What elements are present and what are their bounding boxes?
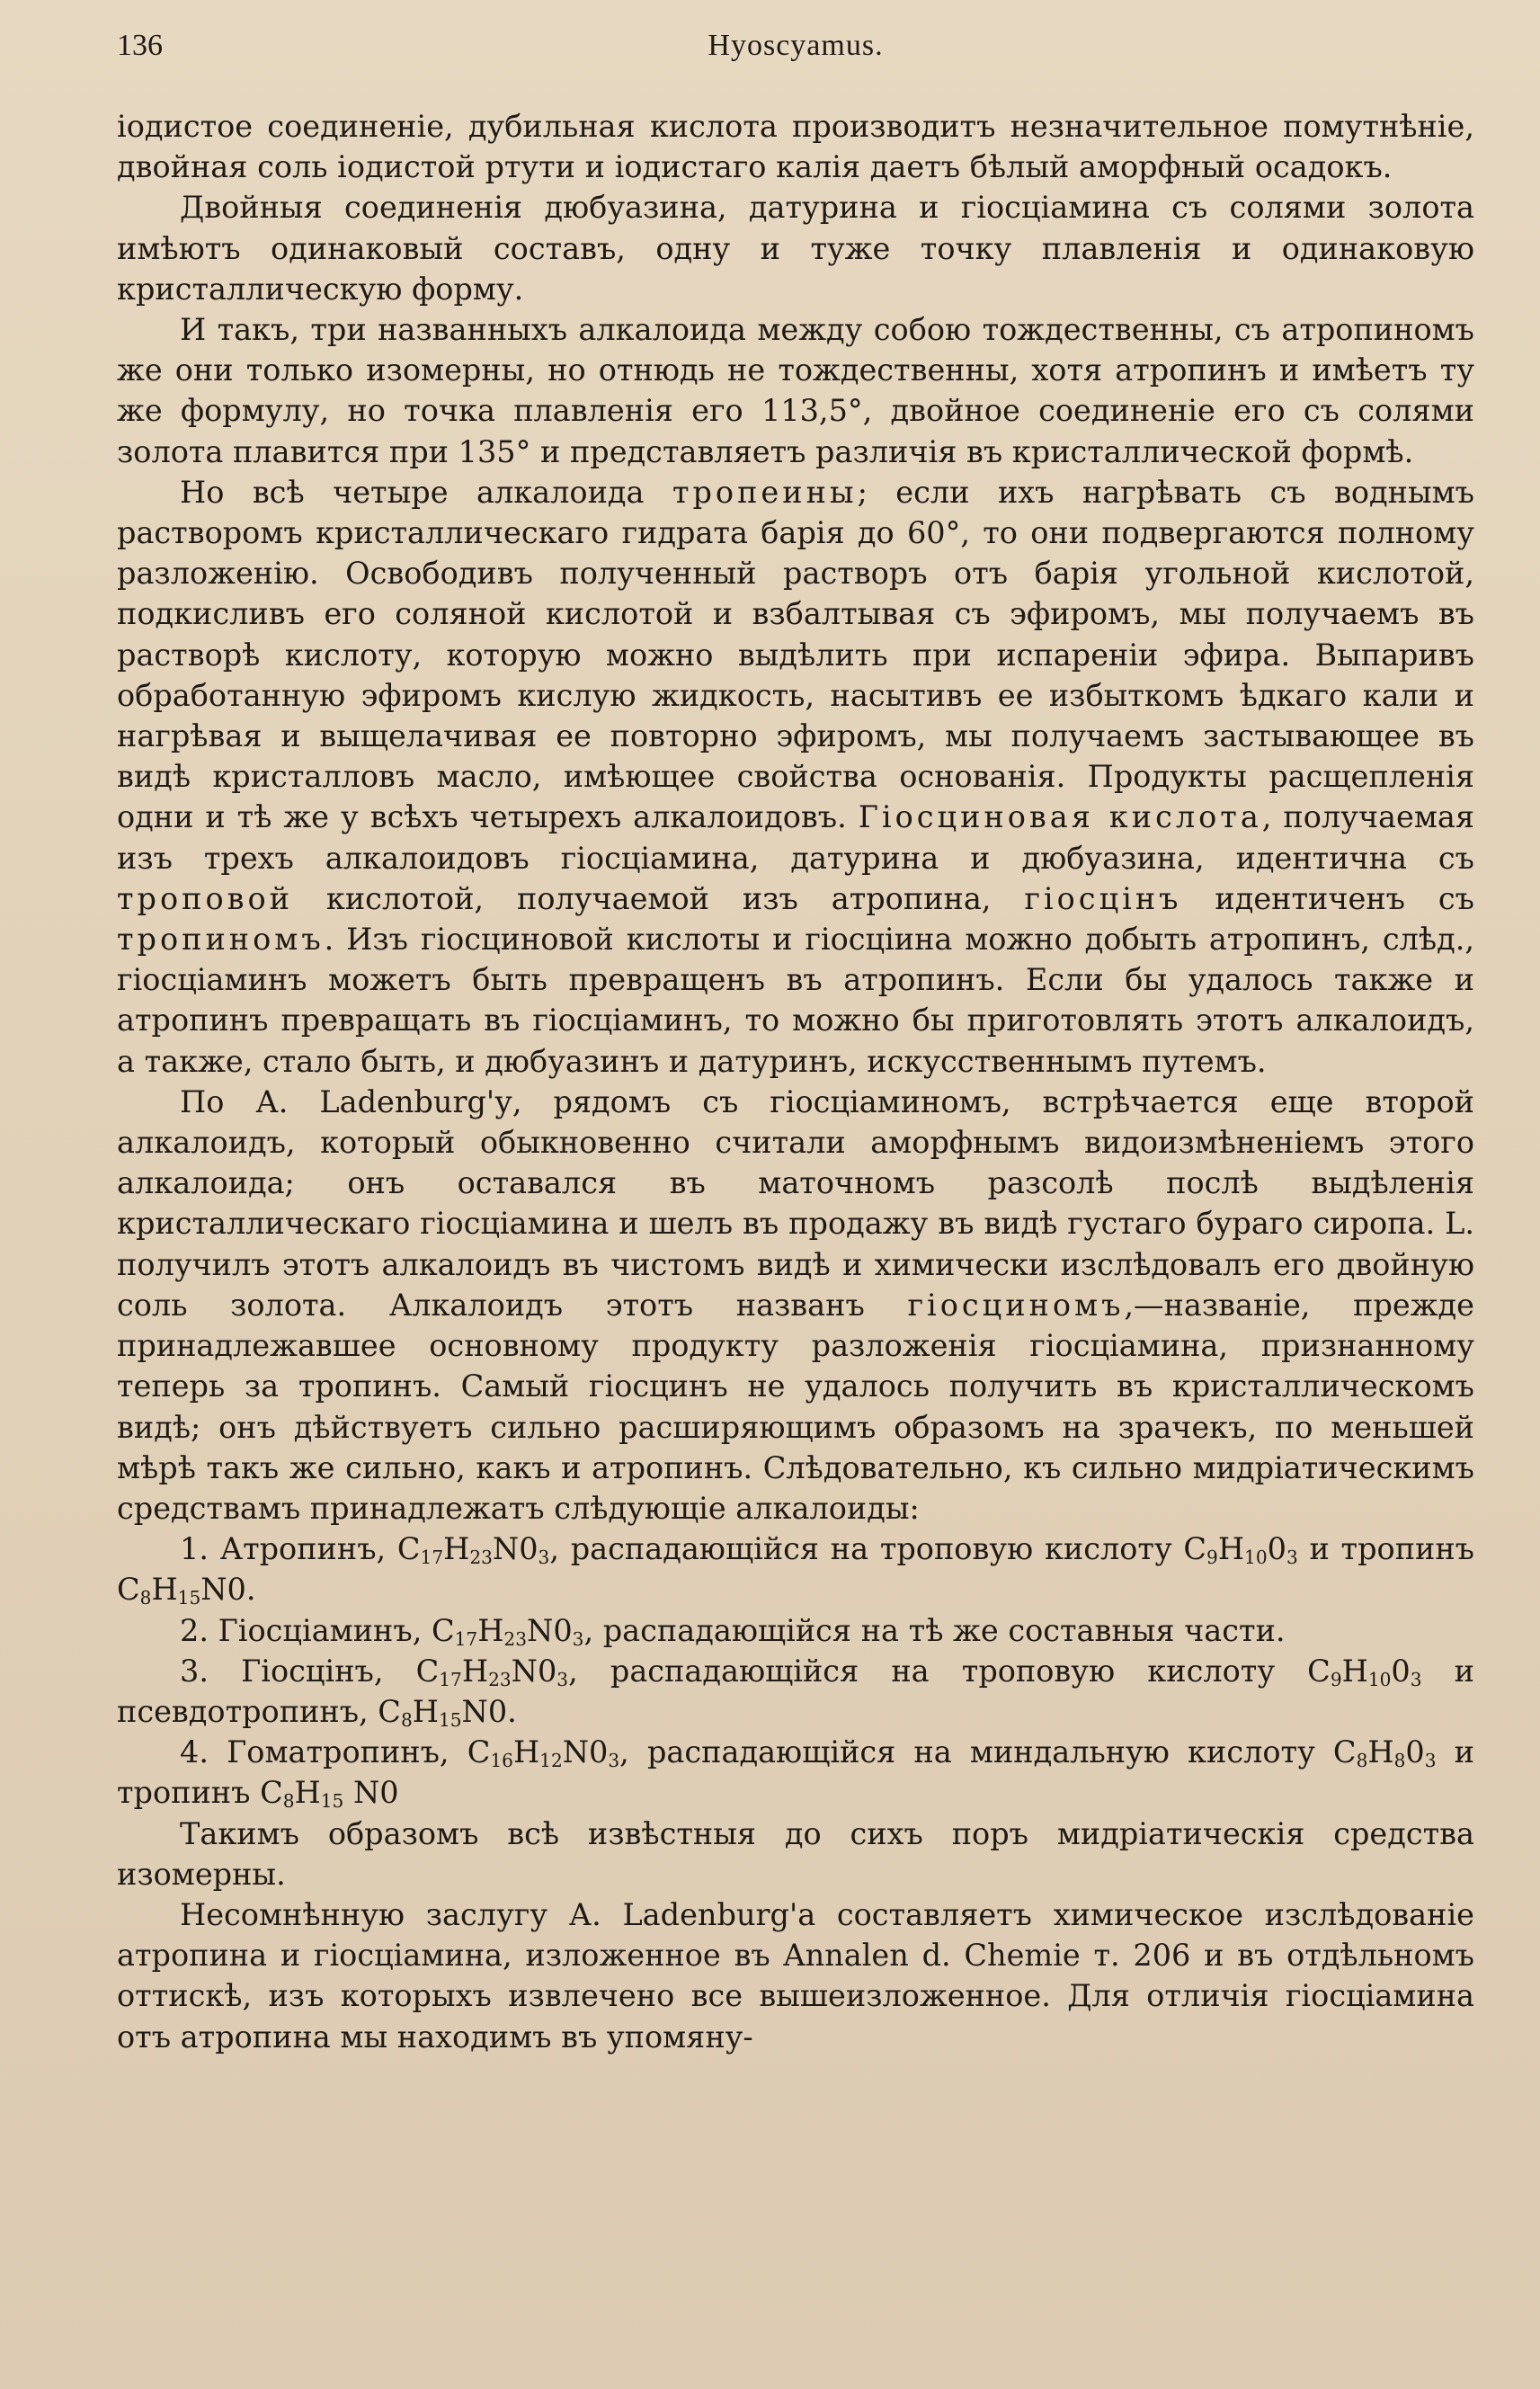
- page-number: 136: [117, 29, 163, 62]
- subscript: 16: [490, 1750, 513, 1772]
- subscript: 3: [1424, 1750, 1437, 1772]
- spaced-term: троповой: [117, 880, 293, 916]
- paragraph: И такъ, три названныхъ алкалоида между собою тождественны, съ атропиномъ же они только изомерны, но отнюдь не тождественны, хотя атропинъ и имѣетъ ту же формулу, но точка плавленія его 113,5°, двойное соединеніе его съ солями золота плавится при 135° и представляетъ различія въ кристаллической формѣ.: [117, 312, 1474, 469]
- list-item-homatropine: [117, 1732, 1474, 1813]
- text-run: H: [1217, 1531, 1245, 1567]
- text-run: N0: [343, 1775, 399, 1811]
- list-item-hyoscine: [117, 1651, 1474, 1732]
- subscript: 3: [572, 1627, 584, 1650]
- subscript: 15: [438, 1708, 462, 1731]
- text-run: 1. Атропинъ, C: [180, 1531, 421, 1567]
- body-text: [117, 106, 1474, 2057]
- subscript: 9: [1206, 1547, 1218, 1569]
- subscript: 3: [556, 1668, 569, 1690]
- text-run: 3. Гіосцінъ, C: [180, 1653, 440, 1689]
- subscript: 15: [177, 1587, 201, 1609]
- text-run: 0: [1405, 1734, 1425, 1770]
- subscript: 23: [488, 1668, 512, 1690]
- text-run: 0: [1391, 1653, 1411, 1689]
- subscript: 17: [439, 1668, 462, 1690]
- spaced-term: тропиномъ: [117, 922, 325, 958]
- text-run: По А. Ladenburg'у, рядомъ съ гіосціаминомъ, встрѣчается еще второй алкалоидъ, который обыкновенно считали аморфнымъ видоизмѣненіемъ этого алкалоида; онъ оставался въ маточномъ разсолѣ послѣ выдѣленія кристаллическаго гіосціамина и шелъ въ продажу въ видѣ густаго бураго сиропа. L. получилъ этотъ алкалоидъ въ чистомъ видѣ и химически изслѣдовалъ его двойную соль золота. Алкалоидъ этотъ названъ: [117, 1083, 1474, 1323]
- text-run: и тропинъ C: [117, 1734, 1474, 1811]
- text-run: H: [1341, 1653, 1368, 1689]
- text-run: N0: [562, 1734, 609, 1770]
- subscript: 15: [320, 1790, 344, 1813]
- text-run: N0: [527, 1612, 573, 1648]
- text-run: , распадающійся на миндальную кислоту C: [619, 1734, 1357, 1770]
- paragraph: Несомнѣнную заслугу А. Ladenburg'а составляетъ химическое изслѣдованіе атропина и гіосціамина, изложенное въ Annalen d. Chemie т. 206 и въ отдѣльномъ оттискѣ, изъ которыхъ извлечено все вышеизложенное. Для отличія гіосціамина отъ атропина мы находимъ въ упомяну-: [117, 1896, 1474, 2055]
- paragraph: Двойныя соединенія дюбуазина, датурина и гіосціамина съ солями золота имѣютъ одинаковый составъ, одну и туже точку плавленія и одинаковую кристаллическую форму.: [117, 190, 1474, 307]
- subscript: 3: [538, 1547, 550, 1569]
- subscript: 8: [400, 1708, 413, 1731]
- text-run: H: [294, 1775, 321, 1811]
- text-run: H: [477, 1612, 504, 1648]
- text-run: H: [151, 1572, 178, 1608]
- paragraph: [117, 1082, 1474, 1529]
- subscript: 9: [1330, 1668, 1342, 1690]
- subscript: 10: [1367, 1668, 1392, 1690]
- subscript: 8: [282, 1790, 295, 1813]
- subscript: 10: [1244, 1547, 1268, 1569]
- subscript: 3: [1286, 1547, 1298, 1569]
- text-run: H: [461, 1653, 489, 1689]
- spaced-term: гіосциномъ: [907, 1287, 1125, 1323]
- text-run: ,—названіе, прежде принадлежавшее основному продукту разложенія гіосціамина, признанному теперь за тропинъ. Самый гіосцинъ не удалось получить въ кристаллическомъ видѣ; онъ дѣйствуетъ сильно расширяющимъ образомъ на зрачекъ, по меньшей мѣрѣ такъ же сильно, какъ и атропинъ. Слѣдовательно, къ сильно мидріатическимъ средствамъ принадлежатъ слѣдующіе алкалоиды:: [117, 1287, 1474, 1526]
- text-run: N0.: [200, 1572, 256, 1608]
- subscript: 3: [1410, 1668, 1422, 1690]
- text-run: , распадающійся на троповую кислоту C: [568, 1653, 1331, 1689]
- text-run: N0: [511, 1653, 557, 1689]
- spaced-term: гіосцінъ: [1024, 880, 1182, 916]
- subscript: 17: [454, 1627, 478, 1650]
- subscript: 23: [469, 1547, 493, 1569]
- text-run: и тропинъ C: [117, 1531, 1474, 1608]
- text-run: 4. Гоматропинъ, C: [180, 1734, 491, 1770]
- paragraph: Такимъ образомъ всѣ извѣстныя до сихъ поръ мидріатическія средства изомерны.: [117, 1815, 1474, 1892]
- list-item-hyoscyamine: [117, 1610, 1474, 1651]
- text-run: 0: [1267, 1531, 1286, 1567]
- list-item-atropine: [117, 1529, 1474, 1609]
- text-run: , распадающійся на троповую кислоту C: [549, 1531, 1207, 1567]
- text-run: H: [443, 1531, 470, 1567]
- text-run: , получаемая изъ трехъ алкалоидовъ гіосціамина, датурина и дюбуазина, идентична съ: [117, 799, 1474, 876]
- text-run: , распадающійся на тѣ же составныя части.: [583, 1612, 1286, 1648]
- spaced-term: Гіосциновая кислота: [858, 799, 1262, 835]
- subscript: 23: [503, 1627, 527, 1650]
- paragraph: [117, 472, 1474, 1082]
- text-run: Но всѣ четыре алкалоида: [180, 474, 672, 510]
- text-run: H: [1367, 1734, 1394, 1770]
- text-run: и псевдотропинъ, C: [117, 1653, 1475, 1729]
- text-run: N0: [492, 1531, 539, 1567]
- text-run: N0.: [461, 1693, 517, 1729]
- paragraph: іодистое соединеніе, дубильная кислота производитъ незначительное помутнѣніе, двойная соль іодистой ртути и іодистаго калія даетъ бѣлый аморфный осадокъ.: [117, 109, 1474, 185]
- subscript: 8: [1393, 1750, 1406, 1772]
- spaced-term: тропеины: [672, 474, 858, 510]
- page-header: [117, 25, 1474, 76]
- text-run: H: [512, 1734, 540, 1770]
- subscript: 12: [539, 1750, 563, 1772]
- text-run: кислотой, получаемой изъ атропина,: [293, 880, 1025, 916]
- text-run: ; если ихъ нагрѣвать съ воднымъ растворомъ кристаллическаго гидрата барія до 60°, то они подвергаются полному разложенію. Освободивъ полученный растворъ отъ барія угольной кислотой, подкисливъ его соляной кислотой и взбалтывая съ эфиромъ, мы получаемъ въ растворѣ кислоту, которую можно выдѣлить при испареніи эфира. Выпаривъ обработанную эфиромъ кислую жидкость, насытивъ ее избыткомъ ѣдкаго кали и нагрѣвая и выщелачивая ее повторно эфиромъ, мы получаемъ застывающее въ видѣ кристалловъ масло, имѣющее свойства основанія. Продукты расщепленія одни и тѣ же у всѣхъ четырехъ алкалоидовъ.: [117, 474, 1474, 835]
- text-run: 2. Гіосціаминъ, C: [180, 1612, 455, 1648]
- text-run: идентиченъ съ: [1181, 880, 1474, 916]
- subscript: 8: [1356, 1750, 1368, 1772]
- running-title: Hyoscyamus.: [708, 29, 884, 62]
- text-run: H: [412, 1693, 439, 1729]
- subscript: 8: [139, 1587, 152, 1609]
- subscript: 3: [608, 1750, 620, 1772]
- subscript: 17: [420, 1547, 444, 1569]
- text-run: . Изъ гіосциновой кислоты и гіосціина можно добыть атропинъ, слѣд., гіосціаминъ можетъ быть превращенъ въ атропинъ. Если бы удалось также и атропинъ превращать въ гіосціаминъ, то можно бы приготовлять этотъ алкалоидъ, а также, стало быть, и дюбуазинъ и датуринъ, искусственнымъ путемъ.: [117, 922, 1474, 1079]
